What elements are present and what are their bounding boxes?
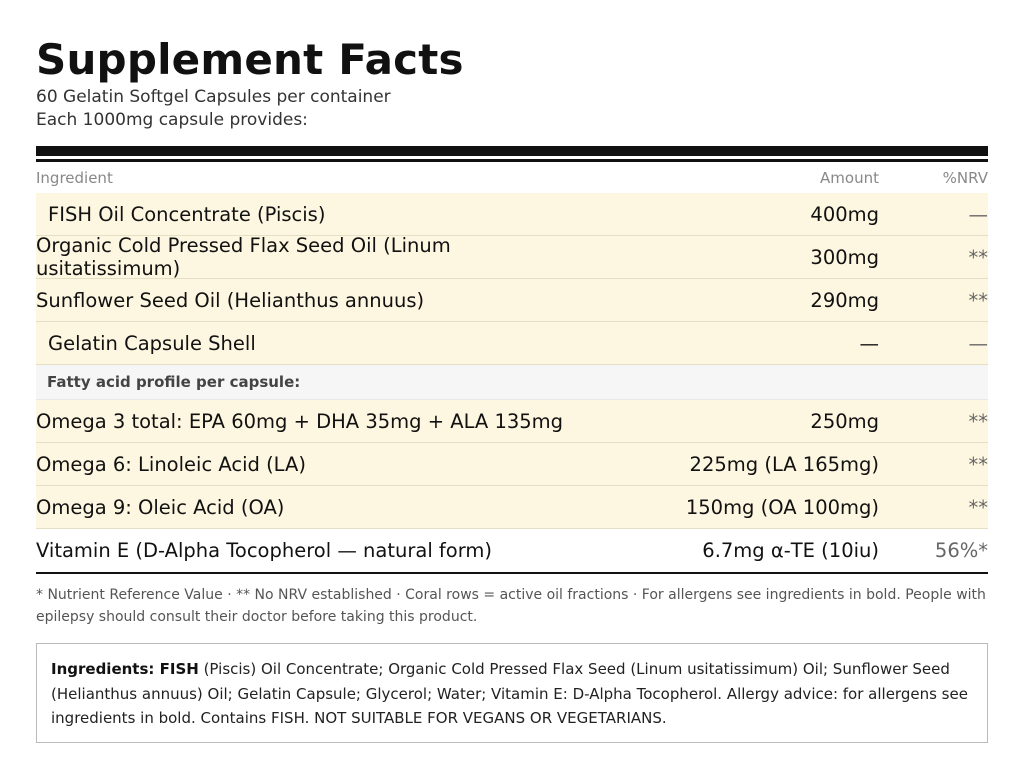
supplement-facts-panel: [36, 34, 988, 743]
row-ingredient: Sunflower Seed Oil (Helianthus annuus): [36, 288, 425, 312]
row-ingredient: Vitamin E (D-Alpha Tocopherol — natural form): [36, 539, 493, 562]
allergen-fish: FISH: [159, 660, 199, 678]
row-ingredient: Organic Cold Pressed Flax Seed Oil (Linum usitatissimum): [36, 234, 451, 280]
ingredients-label: Ingredients:: [51, 660, 160, 678]
row-ingredient: Gelatin Capsule Shell: [48, 331, 256, 355]
table-row: [36, 400, 988, 443]
table-row: [36, 193, 988, 236]
row-amount: 290mg: [810, 288, 879, 312]
table-row-vitamin-e: [36, 529, 988, 574]
table-row: [36, 322, 988, 365]
row-nrv: **: [968, 409, 988, 433]
row-nrv: —: [968, 331, 988, 355]
row-amount: 6.7mg α-TE (10iu): [702, 539, 879, 562]
row-nrv: **: [968, 452, 988, 476]
row-amount: 250mg: [810, 409, 879, 433]
row-amount: 150mg (OA 100mg): [685, 495, 879, 519]
thick-divider: [36, 146, 988, 156]
table-header: [36, 162, 988, 193]
row-ingredient: Omega 3 total: EPA 60mg + DHA 35mg + ALA 135mg: [36, 409, 564, 433]
facts-table: [36, 193, 988, 574]
footnote: * Nutrient Reference Value · ** No NRV established · Coral rows = active oil fractions · For allergens see ingredients in bold. People with epilepsy should consult their doctor before taking this product.: [36, 587, 986, 625]
header-nrv: %NRV: [942, 168, 988, 187]
row-nrv: —: [968, 202, 988, 226]
ingredients-text: (Piscis) Oil Concentrate; Organic Cold Pressed Flax Seed (Linum usitatissimum) Oil; Sunflower Seed (Helianthus annuus) Oil; Gelatin Capsule; Glycerol; Water; Vitamin E: D-Alpha Tocopherol. Allergy advice: for allergens see ingredients in bold. Contains FISH. NOT SUITABLE FOR VEGANS OR VEGETARIANS.: [51, 660, 968, 727]
header-ingredient: Ingredient: [36, 168, 113, 187]
row-nrv: **: [968, 495, 988, 519]
row-nrv: **: [968, 245, 988, 269]
fatty-acid-section-label: Fatty acid profile per capsule:: [36, 365, 988, 400]
table-row: [36, 486, 988, 529]
row-amount: 225mg (LA 165mg): [689, 452, 879, 476]
row-amount: 300mg: [810, 245, 879, 269]
header-amount: Amount: [820, 168, 879, 187]
row-amount: —: [859, 331, 879, 355]
table-row: [36, 443, 988, 486]
table-row: [36, 279, 988, 322]
serving-size: Each 1000mg capsule provides:: [36, 110, 308, 130]
page-title: Supplement Facts: [36, 35, 464, 84]
servings-per-container: 60 Gelatin Softgel Capsules per container: [36, 87, 391, 107]
row-ingredient: FISH Oil Concentrate (Piscis): [48, 202, 326, 226]
row-amount: 400mg: [810, 202, 879, 226]
row-ingredient: Omega 9: Oleic Acid (OA): [36, 495, 285, 519]
row-ingredient: Omega 6: Linoleic Acid (LA): [36, 452, 306, 476]
row-nrv: 56%*: [934, 539, 988, 562]
ingredients-box: [36, 643, 988, 743]
table-row: [36, 236, 988, 279]
row-nrv: **: [968, 288, 988, 312]
